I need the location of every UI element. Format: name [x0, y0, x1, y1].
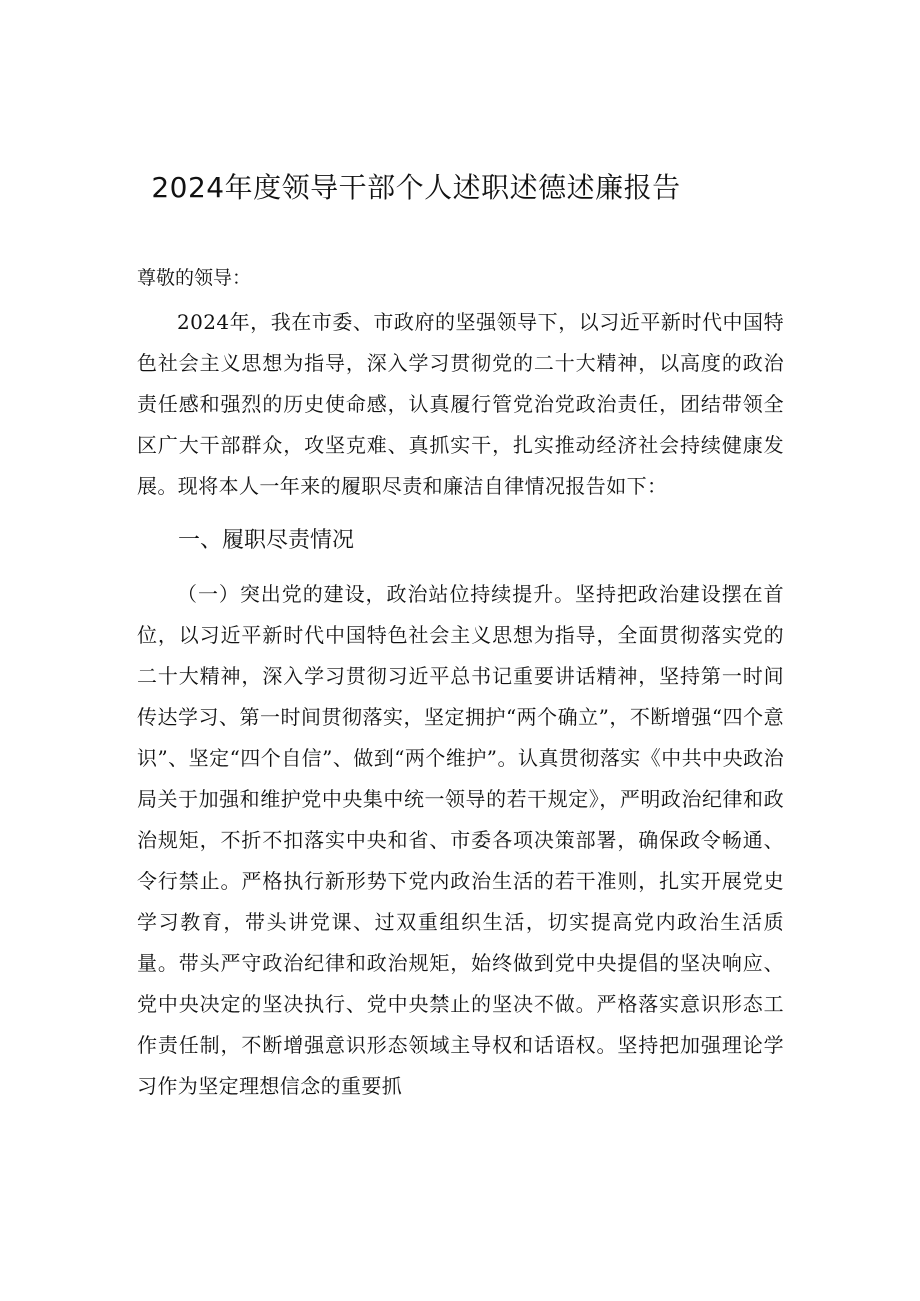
salutation: 尊敬的领导：	[137, 267, 252, 289]
document-title: 2024年度领导干部个人述职述德述廉报告	[151, 171, 681, 204]
intro-paragraph: 2024年，我在市委、市政府的坚强领导下，以习近平新时代中国特色社会主义思想为指导，深入学习贯彻党的二十大精神，以高度的政治责任感和强烈的历史使命感，认真履行管党治党政治责任，团结带领全区广大干部群众，攻坚克难、真抓实干，扎实推动经济社会持续健康发展。现将本人一年来的履职尽责和廉洁自律情况报告如下：	[137, 310, 784, 498]
body-paragraph: （一）突出党的建设，政治站位持续提升。坚持把政治建设摆在首位，以习近平新时代中国特色社会主义思想为指导，全面贯彻落实党的二十大精神，深入学习贯彻习近平总书记重要讲话精神，坚持第一时间传达学习、第一时间贯彻落实，坚定拥护“两个确立”，不断增强“四个意识”、坚定“四个自信”、做到“两个维护”。认真贯彻落实《中共中央政治局关于加强和维护党中央集中统一领导的若干规定》，严明政治纪律和政治规矩，不折不扣落实中央和省、市委各项决策部署，确保政令畅通、令行禁止。严格执行新形势下党内政治生活的若干准则，扎实开展党史学习教育，带头讲党课、过双重组织生活，切实提高党内政治生活质量。带头严守政治纪律和政治规矩，始终做到党中央提倡的坚决响应、党中央决定的坚决执行、党中央禁止的坚决不做。严格落实意识形态工作责任制，不断增强意识形态领域主导权和话语权。坚持把加强理论学习作为坚定理想信念的重要抓	[137, 582, 784, 1098]
section-heading: 一、履职尽责情况	[178, 528, 355, 553]
